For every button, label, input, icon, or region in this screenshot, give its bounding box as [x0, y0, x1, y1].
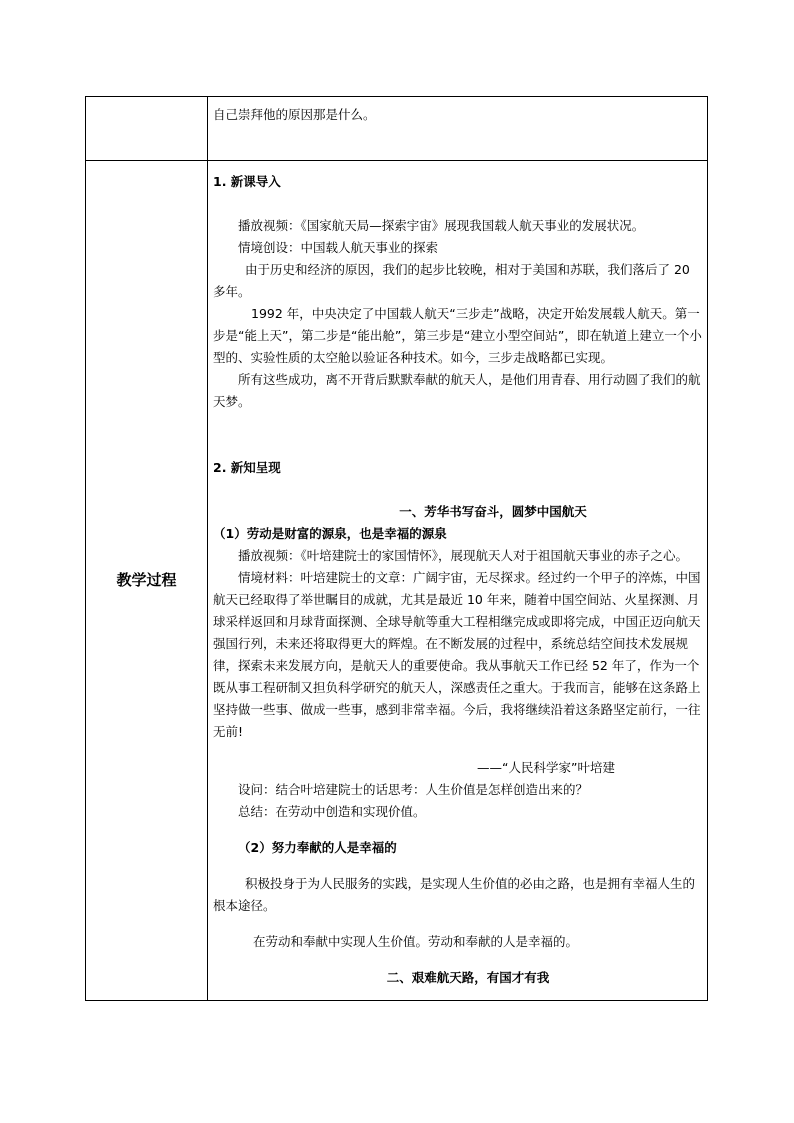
- column-divider: [207, 97, 208, 1000]
- section2-heading: 2. 新知呈现: [213, 460, 281, 475]
- row2-content: [213, 171, 703, 989]
- intro-dream-paragraph: 所有这些成功，离不开背后默默奉献的航天人，是他们用青春、用行动圆了我们的航天梦。: [213, 372, 701, 409]
- intro-video-line: 播放视频：《国家航天局—探索宇宙》展现我国载人航天事业的发展状况。: [238, 218, 645, 233]
- part1-title: 一、芳华书写奋斗，圆梦中国航天: [399, 504, 587, 519]
- video-paragraph: 播放视频：《叶培建院士的家国情怀》，展现航天人对于祖国航天事业的赤子之心。: [238, 548, 689, 563]
- row1-content: [213, 104, 703, 126]
- intro-1992-paragraph: 1992 年，中央决定了中国载人航天“三步走”战略，决定开始发展载人航天。第一步是“能上天”，第二步是“能出舱”，第三步是“建立小型空间站”，即在轨道上建立一个小型的、实验性质的太空舱以验证各种技术。如今，三步走战略都已实现。: [213, 306, 702, 365]
- sub1-heading: （1）劳动是财富的源泉，也是幸福的源泉: [213, 526, 447, 541]
- summary-line: 总结：在劳动中创造和实现价值。: [238, 804, 426, 819]
- attribution: ——“人民科学家”叶培建: [477, 760, 615, 775]
- left-label-teaching-process: 教学过程: [116, 571, 177, 589]
- question-line: 设问：结合叶培建院士的话思考：人生价值是怎样创造出来的？: [238, 782, 589, 797]
- intro-scenario-line: 情境创设：中国载人航天事业的探索: [238, 240, 439, 255]
- sub2-heading: （2）努力奉献的人是幸福的: [238, 840, 397, 855]
- service-paragraph: 积极投身于为人民服务的实践，是实现人生价值的必由之路，也是拥有幸福人生的根本途径。: [213, 876, 696, 913]
- material-paragraph: 情境材料：叶培建院士的文章：广阔宇宙，无尽探求。经过约一个甲子的淬炼，中国航天已经取得了举世瞩目的成就，尤其是最近 10 年来，随着中国空间站、火星探测、月球采样返回和月球背面探测、全球导航等重大工程相继完成或即将完成，中国正迈向航天强国行列，未来还将取得更大的辉煌。在不断发展的过程中，系统总结空间技术发展规律，探索未来发展方向，是航天人的重要使命。我从事航天工作已经 52 年了，作为一个既从事工程研制又担负科学研究的航天人，深感责任之重大。于我而言，能够在这条路上坚持做一些事、做成一些事，感到非常幸福。今后，我将继续沿着这条路坚定前行，一往无前!: [213, 570, 701, 739]
- part2-title: 二、艰难航天路，有国才有我: [386, 970, 550, 985]
- intro-history-paragraph: 由于历史和经济的原因，我们的起步比较晚，相对于美国和苏联，我们落后了 20 多年。: [213, 262, 690, 299]
- section1-heading: 1. 新课导入: [213, 174, 281, 189]
- row1-text: 自己崇拜他的原因那是什么。: [213, 107, 376, 122]
- value-paragraph: 在劳动和奉献中实现人生价值。劳动和奉献的人是幸福的。: [253, 934, 579, 949]
- row-divider: [86, 160, 707, 161]
